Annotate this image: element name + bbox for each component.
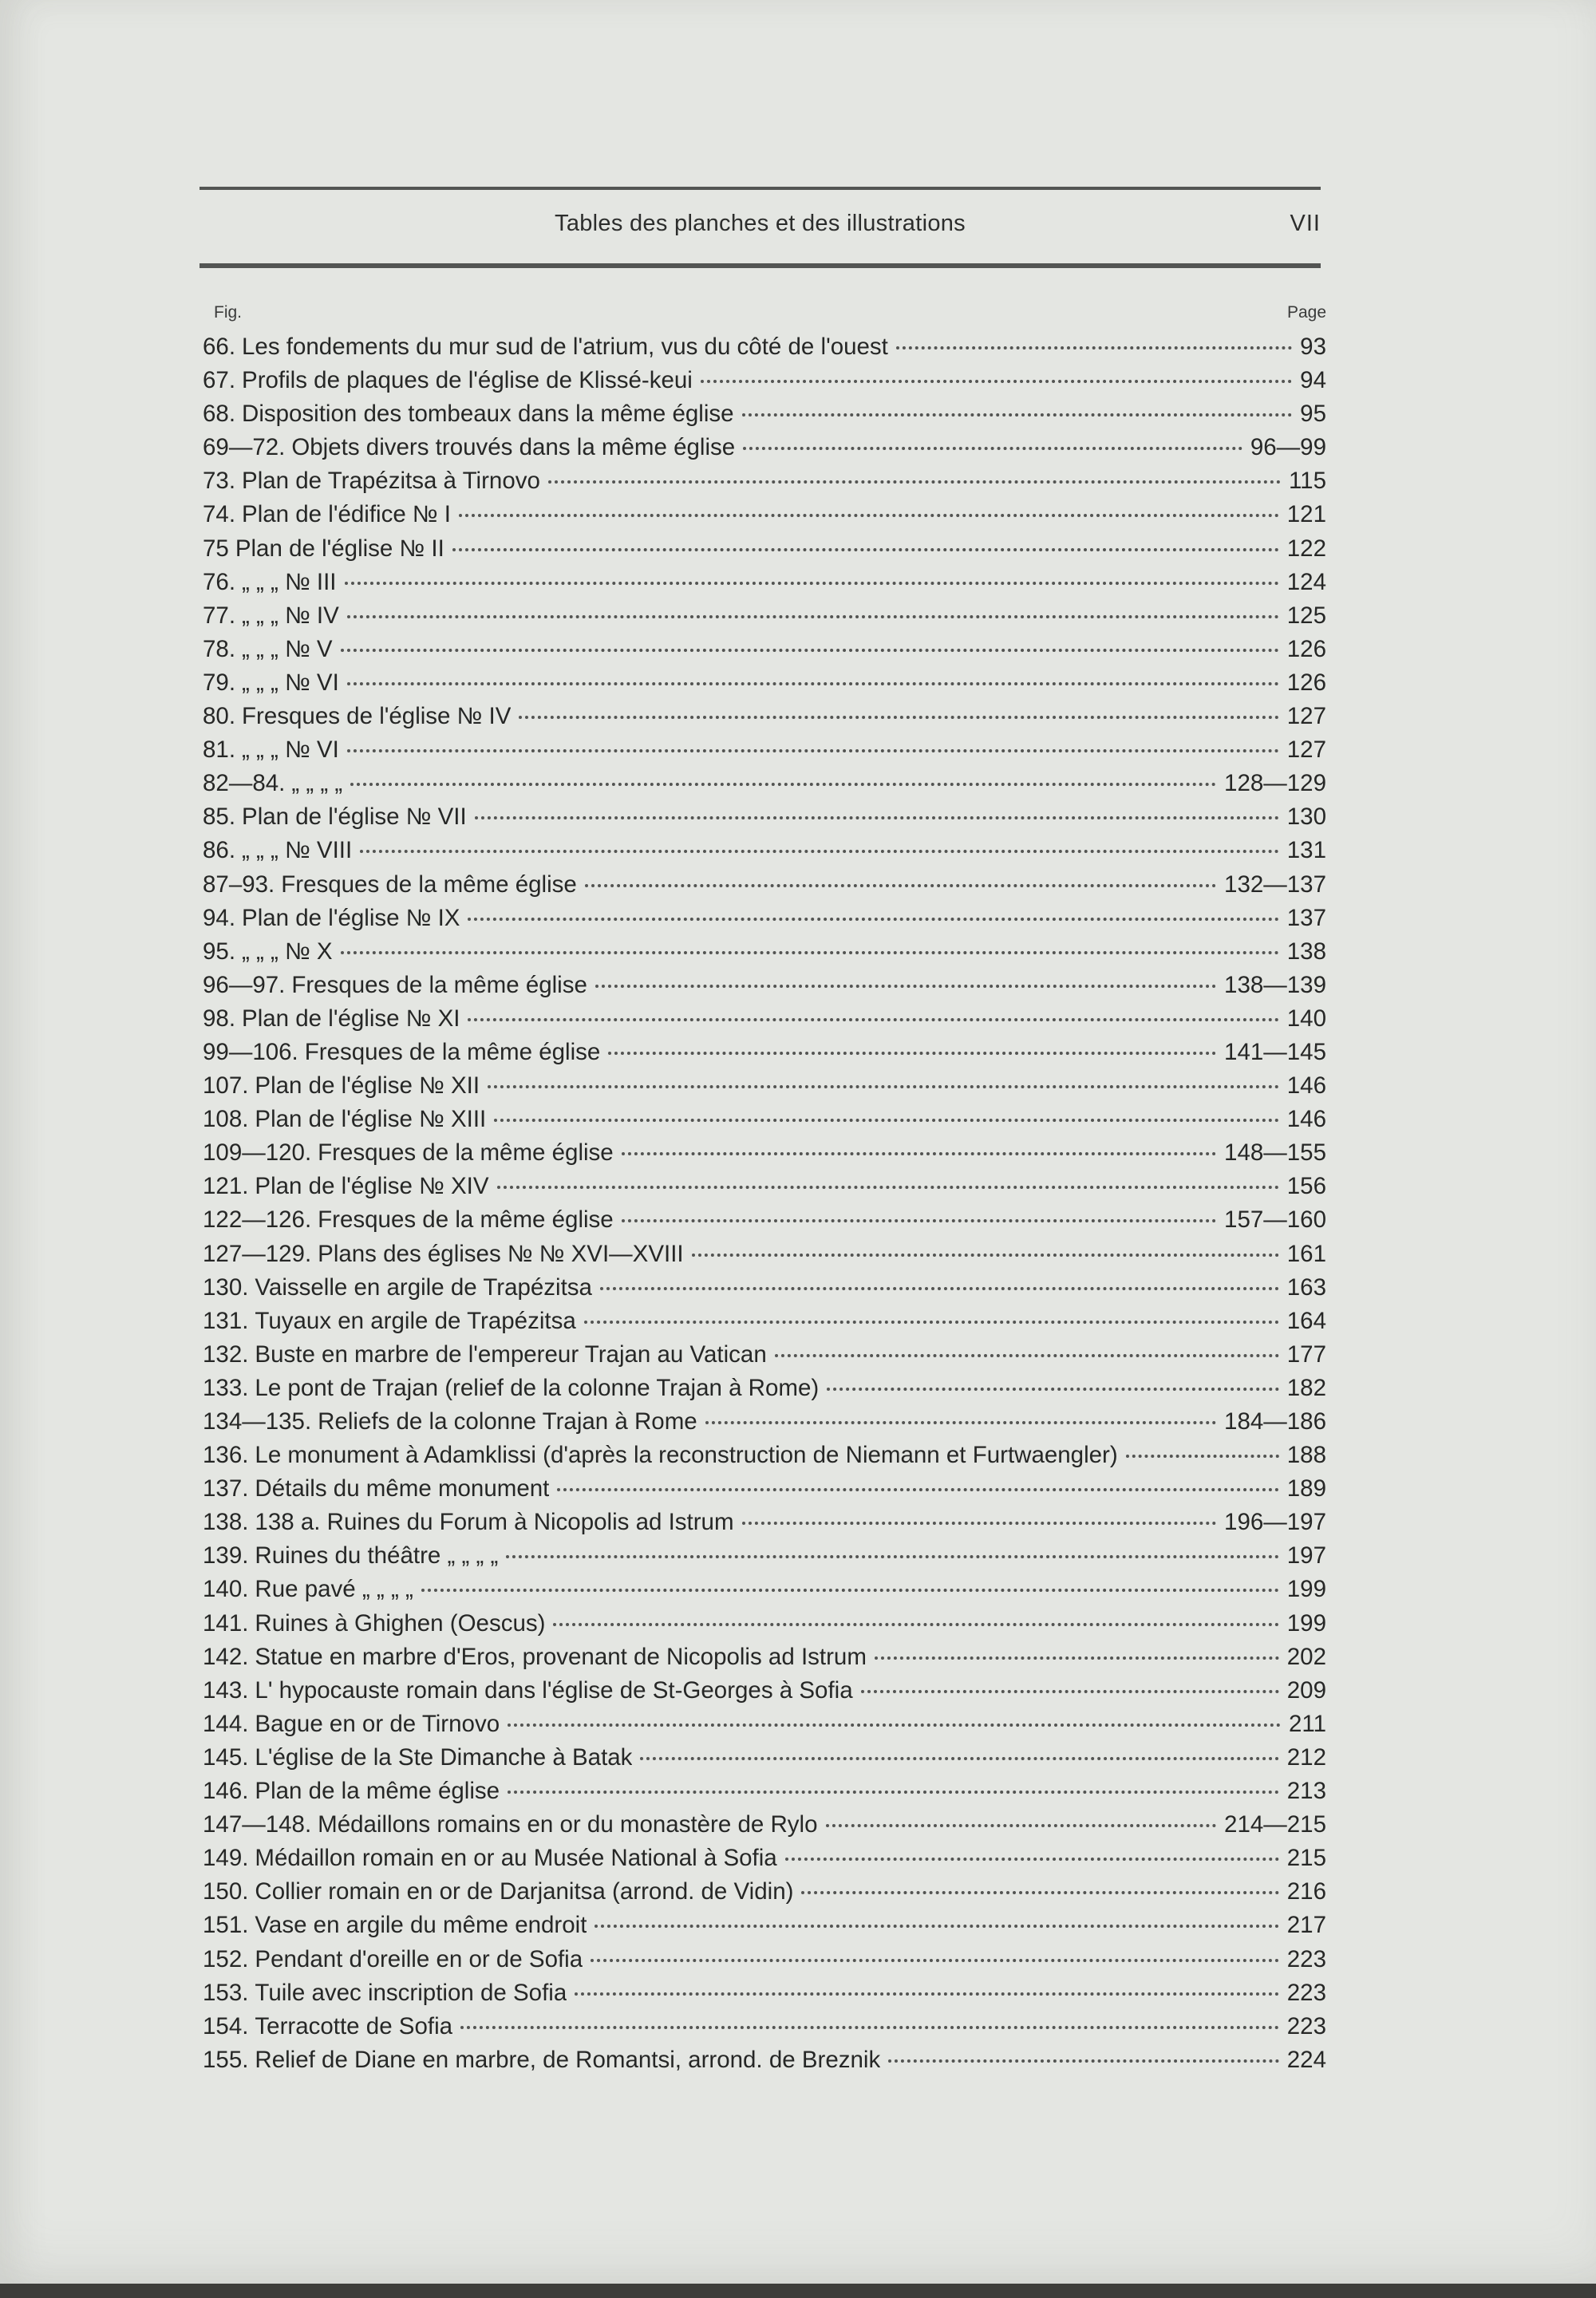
dot-leader [742,1521,1217,1525]
list-item [203,902,1326,935]
figure-caption: Plan de l'édifice № I [242,501,451,528]
figure-caption: „ „ „ № IV [242,602,339,629]
page-reference: 146 [1286,1072,1326,1100]
dot-leader [347,614,1279,618]
page-reference: 215 [1286,1845,1326,1872]
dot-leader [553,1622,1278,1626]
figure-number: 109—120. [203,1139,312,1167]
list-item [203,1170,1326,1203]
figure-caption: Bague en or de Tirnovo [255,1710,500,1737]
page-reference: 182 [1286,1374,1326,1401]
page-reference: 93 [1300,334,1326,360]
page-reference: 132—137 [1224,871,1326,898]
figure-number: 81. [203,736,236,764]
page-reference: 128—129 [1224,770,1326,797]
dot-leader [875,1656,1279,1660]
list-item [203,2010,1326,2043]
page-reference: 223 [1286,1979,1326,2006]
figure-caption: Plan de l'église № XI [242,1005,460,1032]
list-item [203,397,1326,431]
list-item [203,1338,1326,1372]
list-item [203,1875,1326,1909]
figure-number: 130. [203,1273,249,1301]
figure-number: 145. [203,1743,249,1771]
page-reference: 127 [1286,703,1326,730]
figure-number: 80. [203,703,236,730]
list-item [203,364,1326,397]
figure-number: 143. [203,1676,249,1704]
dot-leader [705,1420,1216,1424]
figure-number: 141. [203,1609,249,1637]
figure-caption: Ruines du théâtre „ „ „ „ [255,1542,499,1570]
figure-caption: Buste en marbre de l'empereur Trajan au Vatican [255,1340,767,1368]
page-bottom-edge [0,2284,1596,2298]
list-item [203,733,1326,767]
figure-caption: Statue en marbre d'Eros, provenant de Nicopolis ad Istrum [255,1643,867,1670]
figure-number: 66. [203,334,236,360]
figure-caption: Médaillons romains en or du monastère de Rylo [318,1811,818,1838]
figure-number: 147—148. [203,1811,312,1838]
figure-caption: L' hypocauste romain dans l'église de St-Georges à Sofia [255,1676,853,1704]
figure-number: 155. [203,2046,249,2073]
figure-number: 121. [203,1173,249,1200]
list-item [203,1439,1326,1472]
list-item [203,1372,1326,1405]
dot-leader [475,815,1279,819]
figure-caption: Fresques de la même église [304,1038,601,1065]
figure-number: 150. [203,1878,249,1905]
page-reference: 216 [1286,1878,1326,1905]
figure-number: 127—129. [203,1240,312,1267]
list-item [203,1271,1326,1305]
dot-leader [888,2059,1279,2063]
figure-caption: Pendant d'oreille en or de Sofia [255,1945,583,1972]
page-reference: 196—197 [1224,1509,1326,1536]
figure-caption: Plan de l'église № IX [242,904,460,931]
page-reference: 157—160 [1224,1206,1326,1234]
dot-leader [460,2025,1279,2029]
figure-caption: Fresques de la même église [318,1206,614,1234]
figure-caption: Les fondements du mur sud de l'atrium, vus du côté de l'ouest [242,334,888,360]
list-item [203,1103,1326,1136]
dot-leader [826,1823,1217,1827]
page-reference: 156 [1286,1173,1326,1200]
dot-leader [600,1286,1279,1290]
figure-number: 151. [203,1912,249,1939]
page-reference: 163 [1286,1273,1326,1301]
page-column-label: Page [1286,303,1326,322]
dot-leader [468,917,1278,921]
figure-caption: Le pont de Trajan (relief de la colonne Trajan à Rome) [255,1374,820,1401]
dot-leader [488,1084,1279,1088]
dot-leader [775,1353,1279,1357]
figure-number: 74. [203,501,236,528]
figure-caption: „ „ „ № V [242,635,333,662]
list-item [203,1641,1326,1674]
page-reference: 148—155 [1224,1139,1326,1167]
figure-number: 138. [203,1509,249,1536]
dot-leader [595,1924,1278,1928]
figure-number: 87–93. [203,871,275,898]
list-item [203,935,1326,969]
page-reference: 164 [1286,1307,1326,1334]
list-item [203,1943,1326,1976]
dot-leader [345,581,1279,585]
figure-number: 132. [203,1340,249,1368]
figure-caption: Le monument à Adamklissi (d'après la reconstruction de Niemann et Furtwaengler) [255,1442,1118,1469]
dot-leader [350,782,1216,786]
page-title: Tables des planches et des illustrations [555,211,966,236]
page-reference: 138 [1286,938,1326,965]
page-reference: 96—99 [1250,434,1326,461]
page-reference: 211 [1288,1710,1326,1737]
list-item [203,599,1326,633]
figure-caption: Collier romain en or de Darjanitsa (arrond. de Vidin) [255,1878,794,1905]
figure-caption: Plans des églises № № XVI—XVIII [318,1240,684,1267]
page-reference: 126 [1286,635,1326,662]
page-reference: 184—186 [1224,1408,1326,1435]
figure-number: 76. [203,568,236,595]
page-reference: 122 [1286,535,1326,562]
figure-number: 95. [203,938,236,965]
page-reference: 199 [1286,1609,1326,1637]
page-reference: 224 [1286,2046,1326,2073]
figure-number: 136. [203,1442,249,1469]
figure-caption: Fresques de l'église № IV [242,703,512,730]
figure-caption: „ „ „ № VI [242,736,339,764]
list-item [203,1674,1326,1708]
list-item [203,700,1326,733]
dot-leader [1126,1454,1279,1458]
figure-caption: Fresques de la même église [318,1139,614,1167]
dot-leader [548,480,1281,484]
list-item [203,2043,1326,2077]
page-reference: 138—139 [1224,971,1326,998]
dot-leader [506,1554,1278,1558]
list-item [203,1069,1326,1103]
figure-caption: Terracotte de Sofia [255,2012,453,2039]
page-reference: 161 [1286,1240,1326,1267]
dot-leader [341,648,1279,652]
list-item [203,1305,1326,1338]
page-reference: 189 [1286,1475,1326,1502]
page-reference: 125 [1286,602,1326,629]
figure-caption: Rue pavé „ „ „ „ [255,1576,413,1603]
dot-leader [785,1857,1279,1861]
figure-caption: Vase en argile du même endroit [255,1912,587,1939]
dot-leader [584,1320,1279,1324]
dot-leader [557,1487,1278,1491]
figure-caption: „ „ „ № III [242,568,337,595]
page-reference: 121 [1286,501,1326,528]
page-reference: 202 [1286,1643,1326,1670]
figure-number: 79. [203,669,236,696]
figure-number: 142. [203,1643,249,1670]
page-reference: 137 [1286,904,1326,931]
page-reference: 217 [1286,1912,1326,1939]
list-item [203,1203,1326,1237]
list-item [203,969,1326,1002]
page-reference: 197 [1286,1542,1326,1570]
figure-number: 73. [203,468,236,495]
figure-number: 85. [203,804,236,831]
figure-number: 96—97. [203,971,286,998]
dot-leader [692,1253,1279,1257]
list-item [203,666,1326,700]
page-reference: 130 [1286,804,1326,831]
page-reference: 214—215 [1224,1811,1326,1838]
figure-caption: Plan de l'église № XIII [255,1106,487,1133]
figure-number: 122—126. [203,1206,312,1234]
page-reference: 209 [1286,1676,1326,1704]
figure-caption: „ „ „ № VI [242,669,339,696]
list-item [203,800,1326,834]
dot-leader [421,1588,1279,1592]
figure-number: 77. [203,602,236,629]
figure-number: 99—106. [203,1038,298,1065]
list-item [203,566,1326,599]
dot-leader [591,1958,1279,1962]
figure-number: 94. [203,904,236,931]
list-item [203,1842,1326,1875]
list-item [203,1506,1326,1539]
page-reference: 177 [1286,1340,1326,1368]
dot-leader [827,1387,1279,1391]
page-reference: 124 [1286,568,1326,595]
figure-number: 108. [203,1106,249,1133]
figure-number: 153. [203,1979,249,2006]
page-reference: 199 [1286,1576,1326,1603]
figure-caption: Tuile avec inscription de Sofia [255,1979,567,2006]
figure-number: 134—135. [203,1408,312,1435]
fig-column-label: Fig. [214,303,243,322]
figure-caption: „ „ „ „ [291,770,343,797]
dot-leader [341,950,1279,954]
figure-number: 149. [203,1845,249,1872]
dot-leader [508,1723,1281,1727]
figure-caption: „ „ „ № X [242,938,333,965]
dot-leader [595,984,1216,988]
dot-leader [608,1051,1216,1055]
dot-leader [861,1689,1279,1693]
list-item [203,1405,1326,1439]
list-item [203,464,1326,498]
figure-number: 78. [203,635,236,662]
figure-caption: Détails du même monument [255,1475,550,1502]
figure-caption: Plan de l'église № XII [255,1072,480,1100]
list-item [203,1036,1326,1069]
list-item [203,633,1326,666]
figure-caption: Relief de Diane en marbre, de Romantsi, arrond. de Breznik [255,2046,881,2073]
dot-leader [622,1151,1216,1155]
figure-caption: 138 a. Ruines du Forum à Nicopolis ad Istrum [255,1509,734,1536]
figure-number: 139. [203,1542,249,1570]
dot-leader [494,1118,1279,1122]
list-item [203,1909,1326,1942]
figure-number: 131. [203,1307,249,1334]
list-item [203,1775,1326,1808]
figure-number: 67. [203,367,236,394]
dot-leader [468,1017,1278,1021]
page-reference: 95 [1300,401,1326,428]
figure-caption: Fresques de la même église [281,871,577,898]
figure-caption: Ruines à Ghighen (Oescus) [255,1609,546,1637]
list-item [203,1238,1326,1271]
figure-caption: Plan de Trapézitsa à Tirnovo [242,468,540,495]
page-reference: 188 [1286,1442,1326,1469]
list-item [203,1976,1326,2010]
list-item [203,498,1326,531]
figure-number: 82—84. [203,770,286,797]
figure-caption: Objets divers trouvés dans la même église [291,434,736,461]
figure-number: 98. [203,1005,236,1032]
figure-caption: „ „ „ № VIII [242,837,353,864]
figure-caption: Vaisselle en argile de Trapézitsa [255,1273,592,1301]
figure-number: 133. [203,1374,249,1401]
dot-leader [896,345,1292,349]
page-reference: 127 [1286,736,1326,764]
figure-caption: Médaillon romain en or au Musée National à Sofia [255,1845,777,1872]
dot-leader [743,446,1242,450]
list-item [203,868,1326,902]
figure-number: 107. [203,1072,249,1100]
page-reference: 223 [1286,1945,1326,1972]
figure-number: 152. [203,1945,249,1972]
dot-leader [347,681,1279,685]
header-bottom-rule [200,263,1321,268]
list-item [203,1741,1326,1775]
list-item [203,1136,1326,1170]
dot-leader [347,748,1279,752]
list-item [203,1607,1326,1641]
dot-leader [360,849,1279,853]
figure-number: 146. [203,1778,249,1805]
figure-caption: Disposition des tombeaux dans la même église [242,401,734,428]
list-item [203,834,1326,867]
page-reference: 213 [1286,1778,1326,1805]
dot-leader [640,1756,1278,1760]
page-number: VII [1290,211,1321,236]
dot-leader [801,1890,1278,1894]
dot-leader [742,413,1293,417]
page-reference: 115 [1288,468,1326,495]
figure-caption: Plan de l'église № II [235,535,444,562]
figure-number: 144. [203,1710,249,1737]
illustrations-list [203,330,1326,2077]
figure-caption: Plan de l'église № VII [242,804,467,831]
figure-number: 75 [203,535,229,562]
figure-number: 69—72. [203,434,286,461]
list-item [203,1573,1326,1606]
dot-leader [585,883,1216,887]
dot-leader [497,1185,1279,1189]
figure-caption: L'église de la Ste Dimanche à Batak [255,1743,633,1771]
dot-leader [459,513,1279,517]
dot-leader [701,379,1292,383]
figure-caption: Plan de la même église [255,1778,500,1805]
page-reference: 131 [1286,837,1326,864]
dot-leader [519,715,1278,719]
list-item [203,1002,1326,1036]
list-item [203,1708,1326,1741]
page-reference: 212 [1286,1743,1326,1771]
figure-number: 86. [203,837,236,864]
running-header [200,211,1321,246]
dot-leader [452,547,1279,551]
dot-leader [575,1992,1279,1996]
figure-number: 68. [203,401,236,428]
figure-caption: Profils de plaques de l'église de Klissé-keui [242,367,693,394]
dot-leader [622,1218,1216,1222]
figure-number: 140. [203,1576,249,1603]
list-item [203,1472,1326,1506]
page-reference: 140 [1286,1005,1326,1032]
list-item [203,431,1326,464]
figure-number: 137. [203,1475,249,1502]
page-reference: 94 [1300,367,1326,394]
list-item [203,532,1326,566]
list-item [203,1539,1326,1573]
page-reference: 223 [1286,2012,1326,2039]
dot-leader [508,1790,1279,1794]
figure-caption: Fresques de la même église [291,971,587,998]
page-reference: 141—145 [1224,1038,1326,1065]
figure-number: 154. [203,2012,249,2039]
list-item [203,330,1326,364]
figure-caption: Plan de l'église № XIV [255,1173,489,1200]
list-item [203,1808,1326,1842]
list-item [203,767,1326,800]
page-reference: 126 [1286,669,1326,696]
figure-caption: Tuyaux en argile de Trapézitsa [255,1307,576,1334]
page-reference: 146 [1286,1106,1326,1133]
header-top-rule [200,187,1321,190]
figure-caption: Reliefs de la colonne Trajan à Rome [318,1408,697,1435]
